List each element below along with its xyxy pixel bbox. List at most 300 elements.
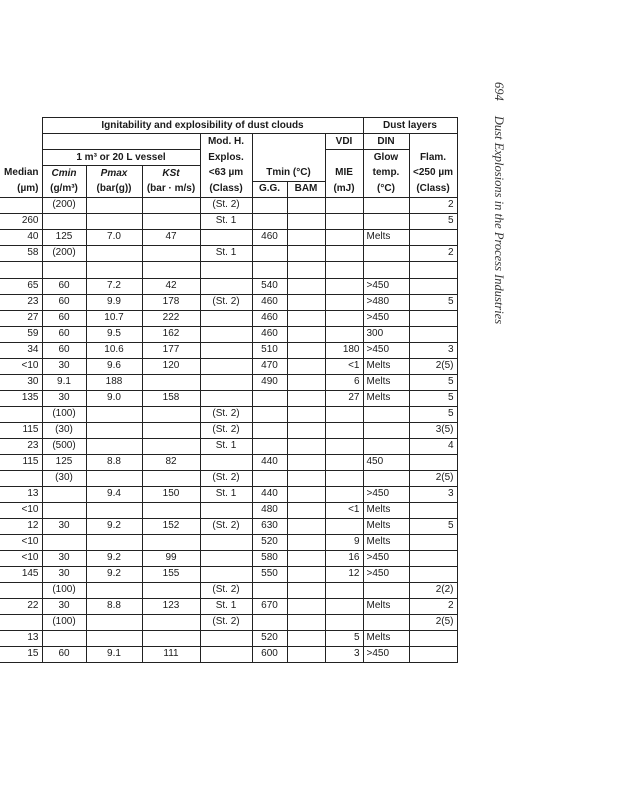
cell-mie: 6 [325,374,363,390]
cell-flam: 3 [409,342,457,358]
header-row-2 [0,134,457,150]
table-row [0,438,457,454]
cell-cls [200,261,252,278]
cell-gg [252,582,287,598]
header-row-1 [0,118,457,134]
cell-mie [325,197,363,213]
cell-gg [252,470,287,486]
lt63-header: <63 µm [200,166,252,182]
cell-flam: 3(5) [409,422,457,438]
cell-bam [287,245,325,261]
cell-flam: 5 [409,518,457,534]
cell-glow [363,422,409,438]
cell-kst [142,630,200,646]
cell-pmax [86,422,142,438]
running-head [488,82,508,412]
cell-gg: 460 [252,229,287,245]
cell-cls [200,630,252,646]
cell-pmax: 8.8 [86,454,142,470]
table-row [0,358,457,374]
cell-kst [142,502,200,518]
cell-pmax: 8.8 [86,598,142,614]
cell-flam [409,502,457,518]
cell-cmin: (30) [42,470,86,486]
cell-pmax [86,261,142,278]
cell-cmin: 30 [42,566,86,582]
cell-glow: >450 [363,646,409,662]
cell-bam [287,614,325,630]
cell-mie [325,438,363,454]
cell-kst: 42 [142,278,200,294]
cell-bam [287,518,325,534]
cell-glow: >450 [363,566,409,582]
cell-median [0,197,42,213]
kst-unit: (bar · m/s) [142,181,200,197]
cell-glow: >450 [363,278,409,294]
cell-pmax: 188 [86,374,142,390]
cell-gg [252,422,287,438]
cell-cls [200,374,252,390]
cell-bam [287,197,325,213]
cell-glow: Melts [363,630,409,646]
cell-glow: Melts [363,374,409,390]
table-row [0,278,457,294]
cell-mie [325,310,363,326]
cell-bam [287,278,325,294]
cell-flam: 2 [409,245,457,261]
glow-unit: (°C) [363,181,409,197]
cell-mie [325,294,363,310]
cell-gg [252,390,287,406]
cell-glow: >450 [363,310,409,326]
cell-mie [325,245,363,261]
cell-mie [325,406,363,422]
cell-bam [287,294,325,310]
cell-pmax: 9.1 [86,646,142,662]
cell-cmin: 30 [42,358,86,374]
vessel-header: 1 m³ or 20 L vessel [42,150,200,166]
cell-mie [325,278,363,294]
cell-pmax: 9.2 [86,550,142,566]
cell-bam [287,358,325,374]
cell-flam [409,326,457,342]
cell-median: 115 [0,454,42,470]
cell-mie [325,598,363,614]
cell-glow: >450 [363,486,409,502]
cell-cmin: 60 [42,326,86,342]
cell-bam [287,438,325,454]
cell-median: 135 [0,390,42,406]
cell-median: 34 [0,342,42,358]
table-row [0,390,457,406]
cell-flam: 2(2) [409,582,457,598]
cell-mie [325,213,363,229]
cell-gg: 460 [252,310,287,326]
cell-median: 115 [0,422,42,438]
table-row [0,422,457,438]
cell-kst: 82 [142,454,200,470]
cell-flam: 5 [409,294,457,310]
cell-pmax: 7.0 [86,229,142,245]
cell-glow [363,582,409,598]
cell-gg: 540 [252,278,287,294]
cell-bam [287,566,325,582]
gg-header: G.G. [252,181,287,197]
cell-median: 13 [0,486,42,502]
flam-header: Flam. [409,150,457,166]
cell-pmax: 10.6 [86,342,142,358]
cell-gg [252,245,287,261]
table-row [0,598,457,614]
cell-kst: 162 [142,326,200,342]
cell-mie [325,326,363,342]
cell-mie: 9 [325,534,363,550]
cell-pmax [86,245,142,261]
table-row [0,582,457,598]
cell-pmax: 9.9 [86,294,142,310]
book-title: Dust Explosions in the Process Industries [492,115,506,325]
cell-mie: <1 [325,502,363,518]
cell-cls: (St. 2) [200,470,252,486]
cell-mie: <1 [325,358,363,374]
cell-cmin: (100) [42,614,86,630]
cell-mie: 27 [325,390,363,406]
cell-flam: 2(5) [409,358,457,374]
cell-pmax [86,630,142,646]
cell-mie [325,261,363,278]
cell-cmin: (500) [42,438,86,454]
cell-median: 65 [0,278,42,294]
cell-median [0,261,42,278]
header-row-5 [0,181,457,197]
cell-glow: Melts [363,502,409,518]
cell-cmin: (30) [42,422,86,438]
page-number: 694 [492,82,506,101]
cell-glow: Melts [363,390,409,406]
cell-flam [409,261,457,278]
cell-kst [142,406,200,422]
cell-gg [252,438,287,454]
cell-median: 30 [0,374,42,390]
pmax-header: Pmax [86,166,142,182]
cell-kst: 152 [142,518,200,534]
cell-cls [200,534,252,550]
cell-glow: Melts [363,229,409,245]
cell-pmax: 10.7 [86,310,142,326]
cell-cls [200,390,252,406]
cell-gg [252,197,287,213]
cell-gg: 460 [252,326,287,342]
cell-gg: 460 [252,294,287,310]
cell-glow: Melts [363,518,409,534]
cell-bam [287,550,325,566]
cell-glow [363,406,409,422]
cell-median: 27 [0,310,42,326]
cell-gg: 470 [252,358,287,374]
cell-cls [200,646,252,662]
cell-cmin [42,213,86,229]
cell-glow: Melts [363,598,409,614]
cell-mie [325,486,363,502]
cell-pmax [86,406,142,422]
table-row [0,566,457,582]
cell-cls: St. 1 [200,486,252,502]
cell-mie [325,422,363,438]
cell-glow [363,261,409,278]
cell-cmin: 60 [42,342,86,358]
cell-pmax [86,502,142,518]
flam-header-2: <250 µm [409,166,457,182]
din-header: DIN [363,134,409,150]
cell-kst: 47 [142,229,200,245]
cell-bam [287,422,325,438]
cell-pmax: 9.6 [86,358,142,374]
cell-glow [363,245,409,261]
cell-flam: 5 [409,406,457,422]
cell-glow [363,213,409,229]
cell-bam [287,310,325,326]
cell-mie: 16 [325,550,363,566]
pmax-unit: (bar(g)) [86,181,142,197]
cell-pmax [86,534,142,550]
cell-glow: Melts [363,534,409,550]
table-row [0,406,457,422]
cell-glow: Melts [363,358,409,374]
cell-kst [142,422,200,438]
cell-cls: (St. 2) [200,518,252,534]
cell-median [0,614,42,630]
cell-cmin [42,261,86,278]
cell-flam: 5 [409,390,457,406]
cell-glow: 450 [363,454,409,470]
cell-gg: 520 [252,534,287,550]
cell-bam [287,374,325,390]
cell-bam [287,342,325,358]
cell-glow: >480 [363,294,409,310]
cell-kst: 158 [142,390,200,406]
cell-mie [325,229,363,245]
cell-cls: (St. 2) [200,422,252,438]
cell-flam: 2(5) [409,614,457,630]
cell-mie [325,614,363,630]
table-row [0,534,457,550]
cell-kst [142,614,200,630]
table-row [0,518,457,534]
cell-flam [409,566,457,582]
cell-kst: 111 [142,646,200,662]
cell-gg: 490 [252,374,287,390]
cell-flam [409,630,457,646]
cell-flam: 4 [409,438,457,454]
tmin-header: Tmin (°C) [252,166,325,182]
cell-cmin: 30 [42,550,86,566]
table-row [0,197,457,213]
cell-cmin: (200) [42,245,86,261]
cell-cls: (St. 2) [200,582,252,598]
dust-explosibility-table [0,117,458,663]
table-row [0,213,457,229]
table-row [0,229,457,245]
cell-cmin: 30 [42,518,86,534]
cell-cls: St. 1 [200,598,252,614]
mie-header: MIE [325,166,363,182]
cell-cls: (St. 2) [200,197,252,213]
cell-pmax: 7.2 [86,278,142,294]
cell-bam [287,470,325,486]
table-row [0,261,457,278]
cell-median: <10 [0,502,42,518]
cell-bam [287,229,325,245]
cell-bam [287,582,325,598]
table-row [0,630,457,646]
cell-kst [142,213,200,229]
cell-pmax: 9.2 [86,566,142,582]
cell-mie [325,470,363,486]
cell-cmin [42,502,86,518]
cell-bam [287,326,325,342]
cell-cmin: 125 [42,229,86,245]
header-row-4 [0,166,457,182]
cell-kst [142,245,200,261]
cell-bam [287,534,325,550]
cell-cmin [42,486,86,502]
cell-gg [252,614,287,630]
cell-kst [142,261,200,278]
cell-cmin: 60 [42,646,86,662]
cell-cmin: 60 [42,278,86,294]
cell-median: 40 [0,229,42,245]
cell-cls: (St. 2) [200,614,252,630]
cell-flam: 2 [409,197,457,213]
table-row [0,614,457,630]
median-header: Median [0,166,42,182]
mie-unit: (mJ) [325,181,363,197]
cell-gg [252,213,287,229]
cell-gg [252,406,287,422]
cell-gg: 520 [252,630,287,646]
cell-cls: (St. 2) [200,294,252,310]
cell-pmax: 9.4 [86,486,142,502]
cell-cmin [42,534,86,550]
cell-cls: (St. 2) [200,406,252,422]
cell-flam: 5 [409,374,457,390]
cell-cmin [42,630,86,646]
cell-median: 23 [0,294,42,310]
cell-median: 260 [0,213,42,229]
cell-median: 22 [0,598,42,614]
cell-kst [142,534,200,550]
cell-cls [200,326,252,342]
glow-header-2: temp. [363,166,409,182]
cell-median: 23 [0,438,42,454]
table-row [0,374,457,390]
table-row [0,646,457,662]
cell-flam: 2(5) [409,470,457,486]
cell-gg: 600 [252,646,287,662]
cell-cmin: 30 [42,598,86,614]
cell-mie: 3 [325,646,363,662]
cell-median: <10 [0,534,42,550]
class-unit: (Class) [200,181,252,197]
cell-cmin: (200) [42,197,86,213]
cell-flam [409,550,457,566]
table-row [0,310,457,326]
table-row [0,454,457,470]
cell-cmin: (100) [42,582,86,598]
cell-median: 145 [0,566,42,582]
table-row [0,245,457,261]
table-row [0,342,457,358]
cell-bam [287,646,325,662]
cell-flam [409,534,457,550]
cell-gg: 440 [252,454,287,470]
cell-cmin: 9.1 [42,374,86,390]
explos-header: Explos. [200,150,252,166]
mod-h-header: Mod. H. [200,134,252,150]
table-row [0,470,457,486]
group-header-layers: Dust layers [363,118,457,134]
cell-mie: 180 [325,342,363,358]
cell-cls [200,550,252,566]
cell-cls: St. 1 [200,438,252,454]
header-row-3 [0,150,457,166]
cell-bam [287,630,325,646]
cell-flam [409,310,457,326]
cell-bam [287,390,325,406]
cell-flam [409,454,457,470]
cell-pmax [86,582,142,598]
cell-pmax [86,470,142,486]
cell-pmax [86,197,142,213]
cell-kst [142,197,200,213]
cell-cls [200,454,252,470]
cell-flam [409,229,457,245]
group-header-clouds: Ignitability and explosibility of dust clouds [42,118,363,134]
kst-header: KSt [142,166,200,182]
cell-cmin: 60 [42,294,86,310]
cell-pmax: 9.2 [86,518,142,534]
cell-bam [287,502,325,518]
cell-cls [200,342,252,358]
cell-bam [287,454,325,470]
median-unit: (µm) [0,181,42,197]
cell-median: 13 [0,630,42,646]
cell-pmax: 9.5 [86,326,142,342]
cell-flam: 5 [409,213,457,229]
cell-kst: 150 [142,486,200,502]
cell-gg: 630 [252,518,287,534]
cell-kst: 99 [142,550,200,566]
cell-kst: 155 [142,566,200,582]
cell-kst [142,374,200,390]
cell-glow [363,197,409,213]
cell-mie: 12 [325,566,363,582]
cell-gg: 580 [252,550,287,566]
cell-median [0,470,42,486]
cell-glow: 300 [363,326,409,342]
table-row [0,326,457,342]
cell-mie [325,518,363,534]
cell-cls [200,278,252,294]
cell-cls [200,310,252,326]
cell-gg: 440 [252,486,287,502]
cell-cls [200,502,252,518]
cell-gg: 510 [252,342,287,358]
cell-pmax: 9.0 [86,390,142,406]
cell-kst: 123 [142,598,200,614]
cell-flam: 2 [409,598,457,614]
cell-cmin: (100) [42,406,86,422]
